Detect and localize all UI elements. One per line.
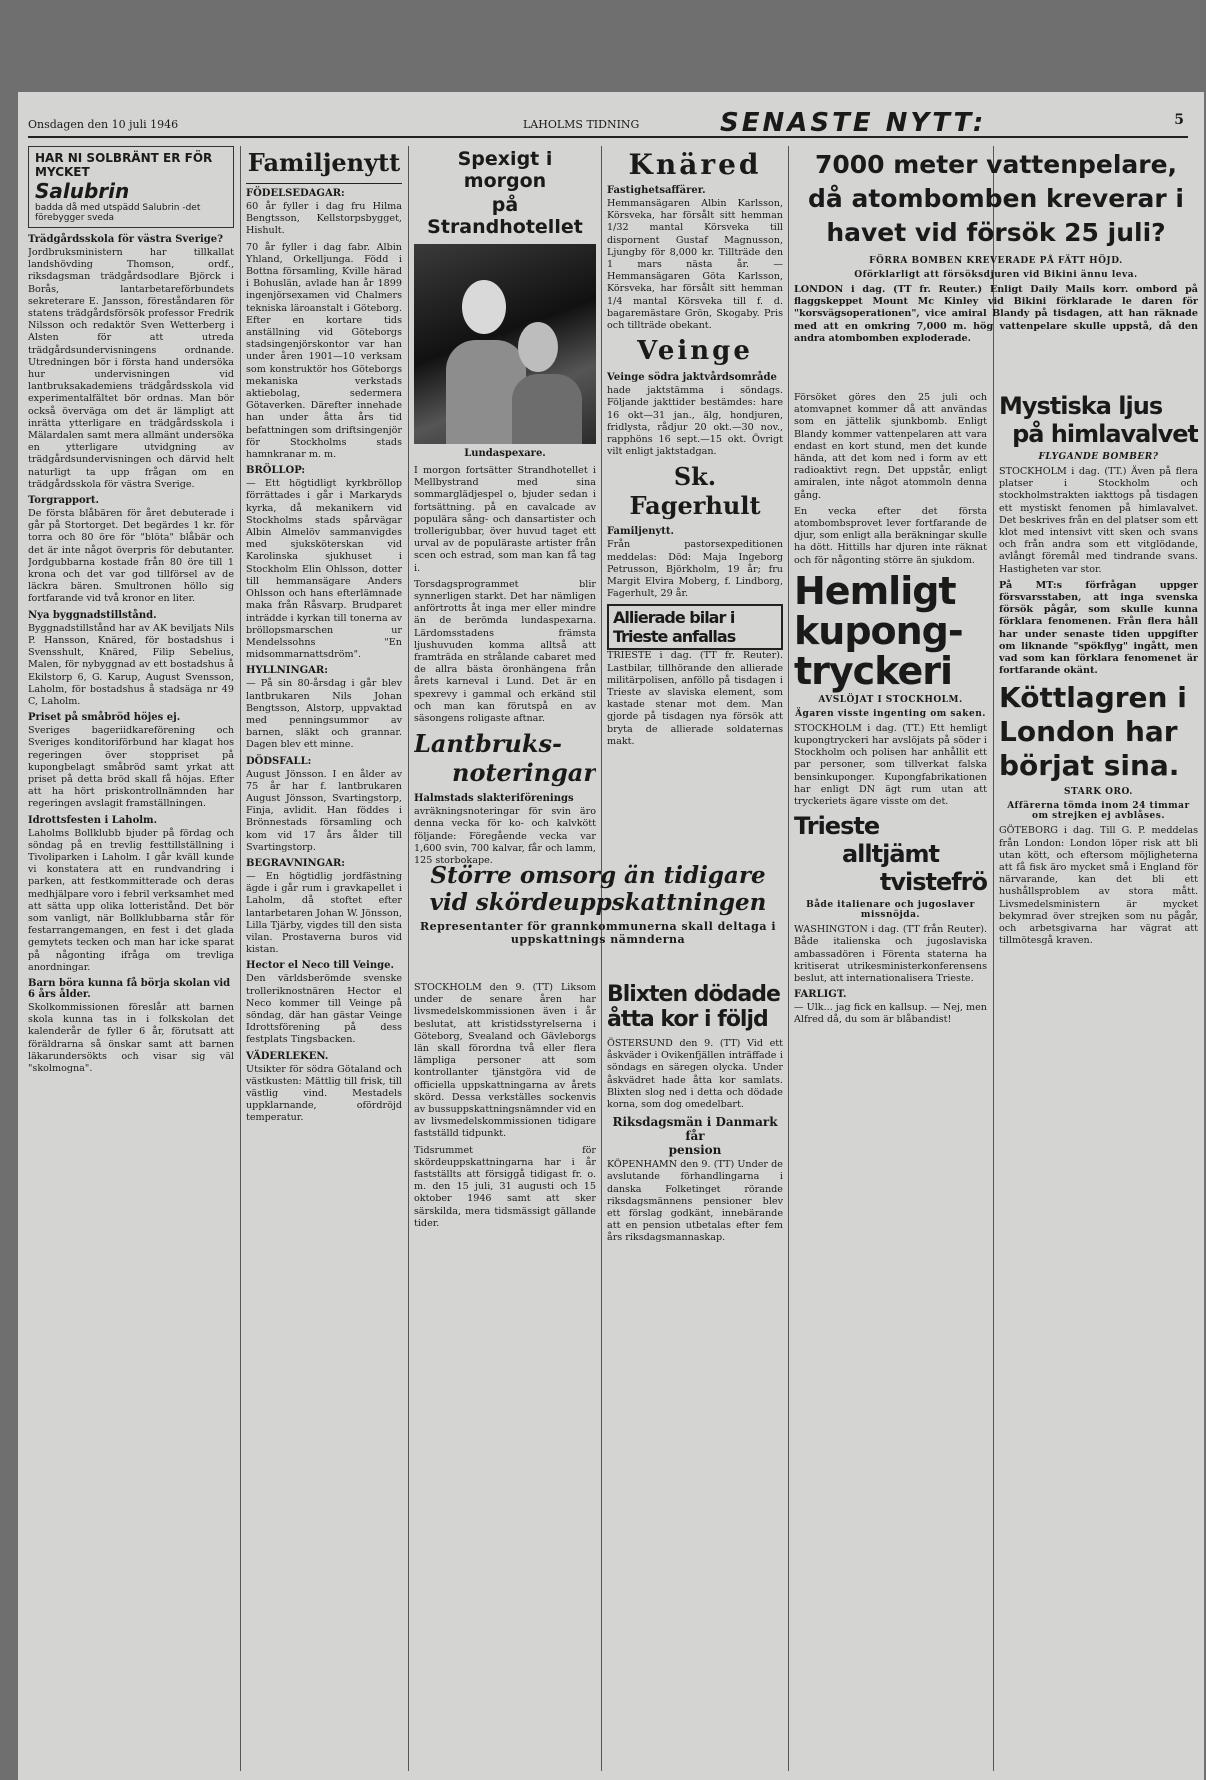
headline-line: tryckeri [794,648,952,693]
newspaper-page [18,92,1204,1780]
headline-line: Blixten dödade [607,982,780,1007]
article-heading: Torgrapport. [28,495,99,507]
headline-kicker: Både italienare och jugoslaver missnöjda. [806,900,975,921]
article-heading: pension [668,1143,722,1158]
article-text: August Jönsson. I en ålder av 75 år har f. lantbrukaren August Jönsson, Svartingstorp, Finja, avlidit. Han föddes i Brönnestads församling och kom vid 17 års ålder till Svartingstorp. [246,768,402,853]
article-text: GÖTEBORG i dag. Till G. P. meddelas från London: London löper risk att bli utan kött, och eftersom möjligheterna att få fisk äro mycket små i England för närvarande, kan det bli ett hushållsproblem av stora mått. Livsmedelsministern är mycket bekymrad över strejken som nu pågår, och arbetsgivarna har vägrat att tillmötesgå kraven. [999,825,1198,947]
article-text: Torsdagsprogrammet blir synnerligen starkt. Det har nämligen anförtrotts åt inga mer eller mindre än de berömda lundaspexarna. Lärdomsstadens främsta ljushuvuden komma alltså att framträda en strålande cabaret med de allra bästa öronhängena från årets karneval i Lund. Det är en spexrevy i gammal och erkänd stil och man kan förutspå en av säsongens roligaste aftnar. [414,578,596,725]
article-heading: FÖDELSEDAGAR: [246,188,345,199]
article-heading: Fastighetsaffärer. [607,185,706,196]
article-heading: Familjenytt. [607,526,674,538]
article-text: Jordbruksministern har tillkallat landshövding Thomson, ordf., riksdagsman trädgårdsodlare Björck i Borås, lantarbetareförbundets sekreterare E. Jansson, föreståndaren för statens trädgårdsförsök professor Fredrik Nilsson och redaktör Sven Wetterberg i Alsten för att utreda trädgårdsundervisningens ordnande. Utredningen bör i första hand undersöka hur undervisningen vid lantbruksakademiens trädgårdsskola vid experimentalfältet bör ordnas. Man bör också överväga om det är lämpligt att inrätta ytterligare en trädgårdsskola i Mälardalen samt mera allmänt undersöka en ytterligare utvidgning av trädgårdsundervisningen och därvid helt naturligt ta upp frågan om en trädgårdsskola för västra Sverige. [28,247,234,490]
article-text: Utsikter för södra Götaland och västkusten: Mättlig till frisk, till västlig vind. Mestadels uppklarnande, ofördröjd temperatur. [246,1063,402,1124]
article-text: — Ett högtidligt kyrkbröllop förrättades i går i Markaryds kyrka, då mekanikern vid Stockholms stads spårvägar Albin Almelöv sammanvigdes med sjuksköterskan vid Karolinska sjukhuset i Stockholm Elin Ohlsson, dotter till hemmansägare Anders Ohlsson och hans efterlämnade maka från Råsvarp. Brudparet inträdde i kyrkan till tonerna av bröllopsmarschen ur Mendelssohns "En midsommarnattsdröm". [246,478,402,661]
article-text: Sveriges bageriidkareförening och Sveriges konditoriförbund har klagat hos regeringen över stoppriset på kupongbelagt småbröd samt yrkat att priset på detta bröd skall få höjas. Efter att ha hört priskontrollnämnden har regeringen avslagit framställningen. [28,725,234,810]
article-text: STOCKHOLM den 9. (TT) Liksom under de senare åren har livsmedelskommissionen även i år beslutat, att kristidsstyrelserna i Göteborg, Svealand och Gävleborgs län skall förordna två eller flera lämpliga personer att som kontrollanter tjänstgöra vid de officiella uppskattningarna av årets skörd. Dessa verkställes sockenvis av bussuppskattningsnämnder vid en av livsmedelskommissionen tidigare fastställd tidpunkt. [414,982,596,1140]
boxed-headline [607,604,783,650]
article-heading: Trädgårdsskola för västra Sverige? [28,234,223,245]
article-text: Försöket göres den 25 juli och atomvapnet kommer då att användas som en jättelik sjunkbomb. Enligt Blandy kommer vattenpelaren att vara endast en kort stund, men det kunde hända, att det kom ned i form av ett radioaktivt regn. Det uppstår, enligt amiralen, inte något atommoln denna gång. [794,392,987,501]
article-heading: FARLIGT. [794,989,847,1001]
wide-headline-block [414,862,782,982]
paper-name: LAHOLMS TIDNING [523,118,640,131]
headline-kicker: Oförklarligt att försöksdjuren vid Bikini ännu leva. [854,270,1138,280]
article-heading: Halmstads slakteriförenings [414,793,574,805]
headline-kicker: Representanter för grannkommunerna skall deltaga i uppskattnings nämnderna [419,920,777,946]
headline-line: tvistefrö [879,868,987,897]
article-text: — En högtidlig jordfästning ägde i går rum i gravkapellet i Laholm, då stoftet efter lantarbetaren Johan W. Jönsson, Lilla Tjärby, vigdes till den sista vilan. Prostaverna buros vid kistan. [246,870,402,956]
article-text: Laholms Bollklubb bjuder på fördag och söndag på en trevlig festtillställning i Tivoliparken i Laholm. I går kväll kunde vi konstatera att en rundvandring i parken, att festkommitterade och deras medhjälpare voro i febril verksamhet med att sätta upp olika lotteristånd. Det bör som vanligt, när Bollklubbarna står för festarrangemangen, en fest i det glada gemytets tecken och man har icke sparat på någonting ifråga om trevliga anordningar. [28,827,234,973]
headline-line: London har [999,715,1178,749]
section-heading: Lantbruks- [414,729,562,759]
column-6 [999,392,1198,1772]
headline-kicker: Affärerna tömda inom 24 timmar om strejken ej avblåses. [1007,801,1190,822]
article-title: Spexigt i morgon [457,148,553,192]
article-text: ÖSTERSUND den 9. (TT) Vid ett åskväder i Ovikenfjällen inträffade i söndags en säregen olycka. Under åskvädret hade åtta kor samlats. Blixten slog ned i detta och dödade korna, som dog omedelbart. [607,1038,783,1111]
article-heading: Barn böra kunna få börja skolan vid 6 års ålder. [28,977,231,1000]
article-text: STOCKHOLM i dag. (TT.) Även på flera platser i Stockholm och stockholmstrakten iakttogs på tisdagen ett mystiskt fenomen på himlavalvet. Det beskrives från en del platser som ett klot med intensivt vitt sken och svans och från andra som ett vitglödande, avlångt föremål med tindrande svans. Hastigheten var stor. [999,466,1198,575]
article-heading: Priset på småbröd höjes ej. [28,712,181,724]
column-4 [607,146,783,858]
headline-line: kupong- [794,608,963,653]
article-text: 60 år fyller i dag fru Hilma Bengtsson, Kellstorpsbygget, Hishult. [246,201,402,237]
column-4-lower [607,982,783,1772]
column-rule [240,146,241,1771]
article-text: 70 år fyller i dag fabr. Albin Yhland, Orkelljunga. Född i Bottna församling, Kville härad i Bohuslän, avlade han år 1899 ingenjörsexamen vid Chalmers tekniska läroanstalt i Göteborg. Efter en kortare tids anställning vid Göteborgs stadsingenjörskontor var han under åren 1901—10 verksam som konstruktör hos Göteborgs mekaniska verkstads aktiebolag, sedermera Götaverken. Därefter innehade han under åtta års tid befattningen som driftsingenjör för Stockholms stads hamnkranar m. m. [246,241,402,461]
headline-kicker: AVSLÖJAT I STOCKHOLM. [818,694,963,705]
divider [246,183,402,184]
article-title: på Strandhotellet [427,194,583,238]
headline-line: Hemligt [794,568,956,613]
article-heading: Hector el Neco till Veinge. [246,960,394,972]
article-text: Skolkommissionen föreslår att barnen skola kunna tas in i folkskolan det kalenderår de fyller 6 år, förutsatt att föräldrarna så önskar samt att barnen läkarundersökts och visar sig väl "skolmogna". [28,1001,234,1074]
article-heading: HYLLNINGAR: [246,665,328,677]
column-2 [246,146,402,1771]
column-rule [408,146,409,1771]
article-text: Byggnadstillstånd har av AK beviljats Nils P. Hansson, Knäred, för bostadshus i Svensshult, Knäred, Filip Sebelius, Malen, för nybyggnad av ett bostadshus å Ekilstorp 6, G. Karup, August Svensson, Laholm, för bostadshus å stadsäga nr 49 C, Laholm. [28,622,234,707]
article-heading: DÖDSFALL: [246,755,312,767]
headline-line: Större omsorg än tidigare [430,862,766,889]
issue-date: Onsdagen den 10 juli 1946 [28,118,179,131]
article-text: KÖPENHAMN den 9. (TT) Under de avslutande förhandlingarna i danska Folketinget rörande riksdagsmännens pensioner blev ett förslag godkänt, innebärande att en pension utbetalas efter fem års riksdagsmannaskap. [607,1159,783,1244]
headline-line: Mystiska ljus [999,392,1163,420]
article-heading: Nya byggnadstillstånd. [28,609,157,621]
article-heading: Veinge södra jaktvårdsområde [607,372,777,384]
section-heading: Knäred [628,148,762,181]
news-photo [414,244,596,444]
headline-kicker: Ägaren visste ingenting om saken. [795,708,986,719]
section-heading: Sk. Fagerhult [629,462,761,521]
article-heading: VÄDERLEKEN. [246,1050,329,1062]
headline-line: börjat sina. [999,749,1180,783]
article-text: Den världsberömde svenske trolleriknostnären Hector el Neco kommer till Veinge på söndag, där han gästar Veinge Idrottsförening på dess festplats Tingsbacken. [246,973,402,1046]
column-rule [788,146,789,1771]
article-heading: Riksdagsmän i Danmark får [612,1115,778,1144]
column-5 [794,392,987,1772]
article-text: hade jaktstämma i söndags. Följande jakttider bestämdes: hare 16 okt—31 jan., älg, hondjuren, fridlysta, rådjur 20 okt.—30 nov., rapphöns 16 sept.—15 okt. Övrigt vilt enligt jaktstadgan. [607,385,783,458]
article-text: WASHINGTON i dag. (TT från Reuter). Både italienska och jugoslaviska ambassadören i Förenta staterna ha kritiserat utrikesministerkonferensens beslut, att internationalisera Trieste. [794,924,987,985]
page-header [28,110,1188,138]
article-text: Från pastorsexpeditionen meddelas: Död: Maja Ingeborg Petrusson, Björkholm, 19 år; fru Margit Elvira Moberg, f. Lindborg, Fagerhult, 29 år. [607,539,783,600]
headline-line: Trieste anfallas [613,627,736,647]
article-text: — Ulk... jag fick en kallsup. — Nej, men Alfred då, du som är blåbandist! [794,1002,987,1026]
column-1 [28,146,234,1771]
article-text: En vecka efter det första atombombsprovet lever fortfarande de djur, som enligt alla beräkningar skulle ha dött. Hittills har djuren inte räknat och för någonting större än sjukdom. [794,505,987,566]
column-3-lower [414,982,596,1772]
headline-line: alltjämt [841,840,940,869]
article-text: TRIESTE i dag. (TT fr. Reuter). Lastbilar, tillhörande den allierade militärpolisen, anföllo på tisdagen i Trieste av slaviska element, som kastade stenar mot dem. Man gjorde på tisdagen nya försök att bryta de allierade soldaternas makt. [607,650,783,747]
section-heading: Veinge [637,336,753,367]
article-text: I morgon fortsätter Strandhotellet i Mellbystrand med sina sommarglädjespel o, bjuder sedan i fortsättning. på en cavalcade av populära sång- och dansartister och trollerigubbar, över huvud taget ett urval av de populäraste artister från scen och estrad, som man kan få tag i. [414,465,596,574]
headline-kicker: FÖRRA BOMBEN KREVERADE PÅ FÄTT HÖJD. [869,256,1123,266]
article-heading: BRÖLLOP: [246,465,306,477]
column-rule [993,146,994,1771]
article-text: avräkningsnoteringar för svin äro denna vecka för ko- och kalvkött följande: Föregående vecka var 1,600 svin, 700 kalvar, får och lamm, 125 storbokape. [414,806,596,867]
article-lead: LONDON i dag. (TT fr. Reuter.) Enligt Daily Mails korr. ombord på flaggskeppet Mount Mc Kinley vid Bikini förklarade le daren för "korsvägsoperationen", vice amiral Blandy på tisdagen, att han räknade med att en omkring 7,000 m. hög vattenpelare skulle uppstå, då den andra atombomben exploderade. [794,284,1198,344]
headline-kicker: STARK ORO. [1064,787,1133,798]
article-text: De första blåbären för året debuterade i går på Stortorget. Det begärdes 1 kr. för torra och 80 öre för "blöta" blåbär och det är inte något överpris för debutanter. Jordgubbarna kostade från 80 öre till 1 krona och det var god tillförsel av de läckra bären. Smultronen höllo sig fortfarande vid två kronor en liter. [28,508,234,605]
headline-line: på himlavalvet [1012,420,1198,448]
headline-line: Trieste [794,812,880,841]
headline-kicker: FLYGANDE BOMBER? [1038,452,1159,462]
article-text: Tidsrummet för skördeuppskattningarna har i år fastställts att försiggå tidigast fr. o. m. den 15 juli, 31 augusti och 15 oktober 1946 samt att sker särskilda, mera tidsmässigt gällande tider. [414,1144,596,1229]
headline: 7000 meter vattenpelare, då atombomben kreverar i havet vid försök 25 juli? [808,150,1184,247]
article-heading: BEGRAVNINGAR: [246,857,345,869]
article-text: — På sin 80-årsdag i går blev lantbrukaren Nils Johan Bengtsson, Alstorp, uppvaktad med penningsummor av barnen, släkt och grannar. Dagen blev ett minne. [246,678,402,751]
article-text: STOCKHOLM i dag. (TT.) Ett hemligt kupongtryckeri har avslöjats på söder i Stockholm och polisen har anhållit ett par personer, som tillverkat falska bensinkuponger. Kupongfabrikationen har enligt DN ägt rum utan att tryckeriets ägare visste om det. [794,722,987,808]
ad-tagline: badda då med utspädd Salubrin -det förebygger sveda [35,203,201,223]
page-number: 5 [1174,112,1184,128]
article-text: På MT:s förfrågan uppger försvarsstaben, att inga svenska försök pågår, som skulle kunna förklara fenomenen. Från flera håll har under senaste tiden uppgifter om liknande "spökflyg" ingått, men vad som kan förklara fenomenet är fortfarande okänt. [999,579,1198,677]
ad-headline: HAR NI SOLBRÄNT ER FÖR MYCKET [35,151,213,179]
headline-line: vid skördeuppskattningen [429,889,767,916]
photo-caption: Lundaspexare. [464,448,546,459]
section-title: SENASTE NYTT: [720,108,987,138]
ad-brand: Salubrin [35,179,130,203]
headline-line: Köttlagren i [999,681,1187,715]
headline-line: Allierade bilar i [613,608,735,628]
atom-headline-block [794,146,1198,386]
article-heading: Idrottsfesten i Laholm. [28,814,158,826]
article-text: Hemmansägaren Albin Karlsson, Körsveka, har försålt sitt hemman 1/32 mantal Körsveka till dispornent Gustaf Magnusson, Ljungby för 8,000 kr. Tillträde den 1 mars nästa år. — Hemmansägaren Göta Karlsson, Körsveka, har försålt sitt hemman 1/4 mantal Körsveka till f. d. bagaremästare Grön, Skogaby. Pris och tillträde obekant. [607,198,783,332]
salubrin-ad [28,146,234,228]
section-heading: Familjenytt [247,148,401,177]
section-heading: noteringar [452,758,596,788]
headline-line: åtta kor i följd [607,1007,768,1032]
